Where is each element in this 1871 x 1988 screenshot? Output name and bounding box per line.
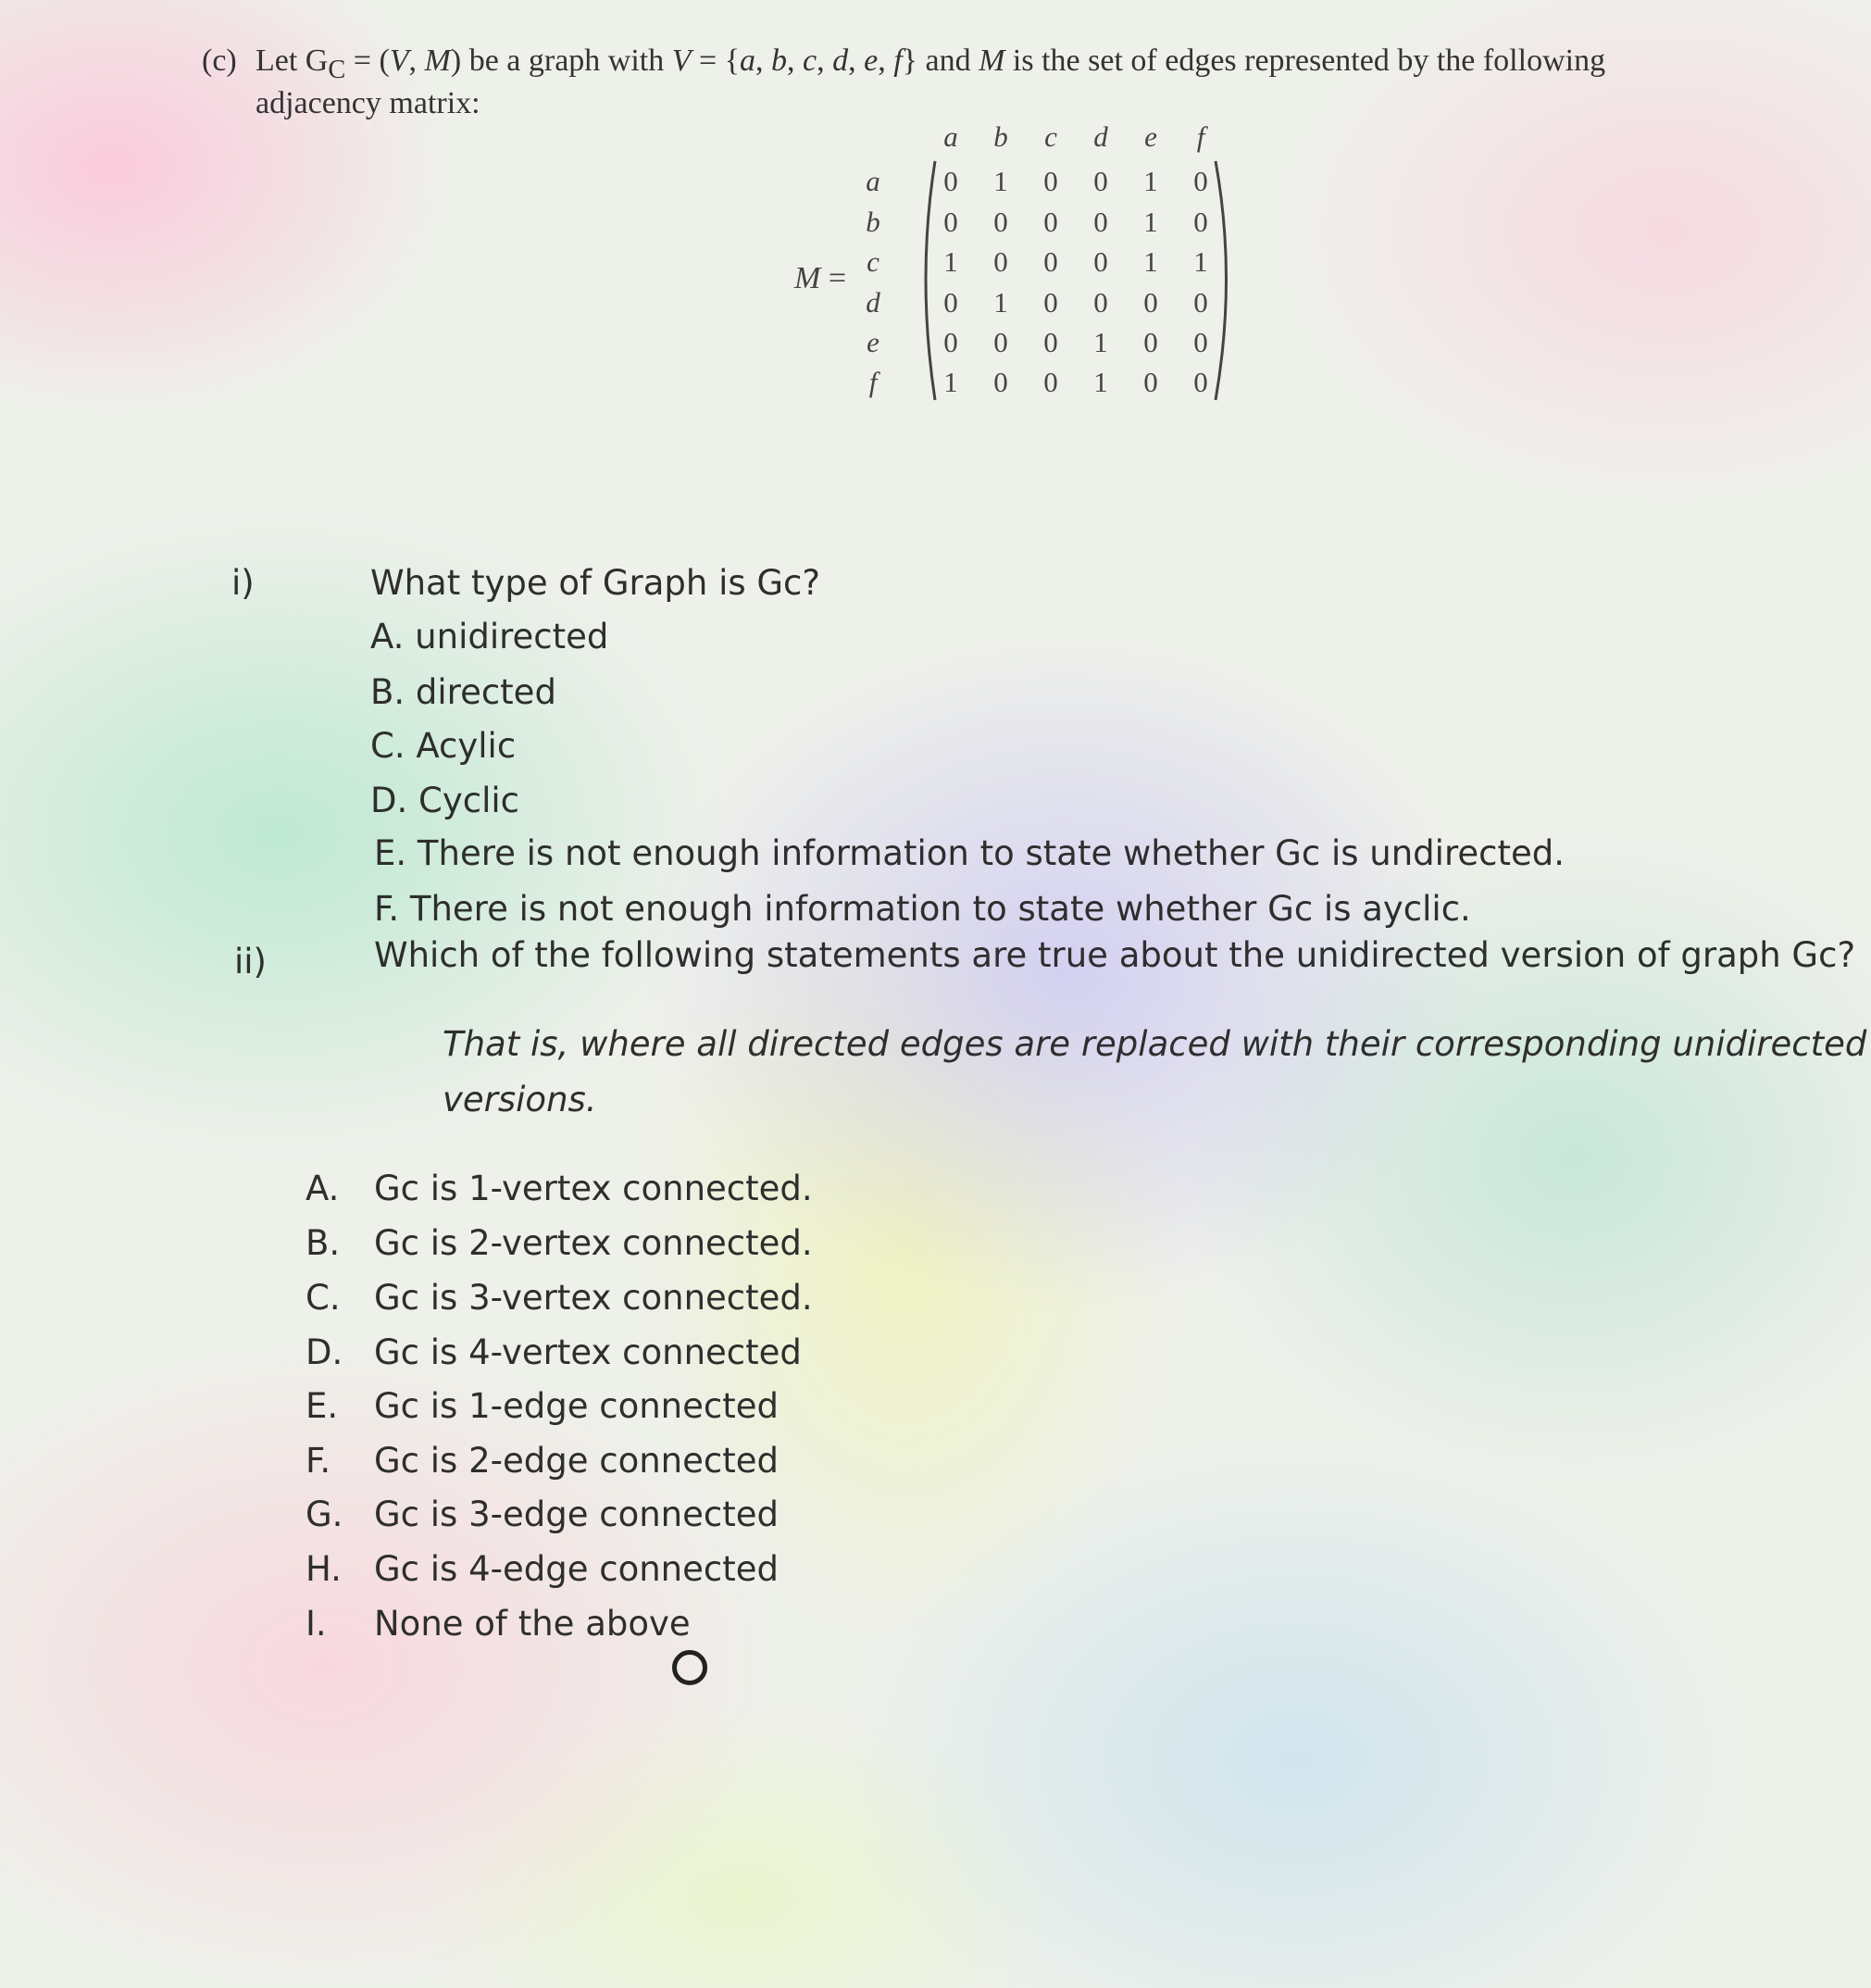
matrix-cell: 1 — [1143, 245, 1158, 278]
q1-option[interactable]: B. directed — [370, 672, 556, 712]
matrix-col-label: b — [993, 120, 1008, 153]
matrix-cell: 0 — [943, 206, 958, 238]
matrix-cell: 1 — [1193, 245, 1208, 278]
q1-text: What type of Graph is Gc? — [370, 563, 821, 603]
matrix-cell: 1 — [943, 245, 958, 278]
q2-text: Which of the following statements are true about the unidirected version of graph Gc? — [374, 935, 1856, 975]
matrix-row-label: a — [866, 165, 880, 197]
matrix-cell: 1 — [993, 286, 1008, 319]
matrix-cell: 0 — [1143, 286, 1158, 319]
matrix-cell: 0 — [1093, 165, 1108, 197]
matrix-cell: 0 — [1193, 366, 1208, 398]
matrix-cell: 1 — [1093, 366, 1108, 398]
q2-option-letter: C. — [306, 1278, 341, 1318]
q2-option-text: Gc is 3-edge connected — [374, 1494, 779, 1534]
q2-option-text: Gc is 4-vertex connected — [374, 1332, 802, 1372]
matrix-col-label: a — [943, 120, 958, 153]
matrix-cell: 0 — [1093, 286, 1108, 319]
q2-note-line-2: versions. — [443, 1080, 597, 1119]
q2-option-letter: H. — [306, 1549, 342, 1589]
matrix-cell: 1 — [1143, 206, 1158, 238]
q2-option-text: Gc is 3-vertex connected. — [374, 1278, 813, 1318]
q1-number: i) — [231, 563, 255, 603]
matrix-cell: 0 — [943, 326, 958, 358]
intro-line-1: Let $G_C = (V$, M) be a graph with V = {a, b, c, d, e, f} and M is the set of edges represented by the following — [256, 44, 1606, 84]
matrix-cell: 0 — [993, 366, 1008, 398]
matrix-cell: 0 — [1193, 206, 1208, 238]
matrix-cell: 0 — [943, 286, 958, 319]
q2-option-letter: E. — [306, 1386, 339, 1426]
matrix-cell: 0 — [1193, 286, 1208, 319]
matrix-cell: 1 — [1093, 326, 1108, 358]
intro-label: (c) — [202, 44, 237, 78]
q2-option-letter: F. — [306, 1441, 331, 1481]
answer-radio-circle[interactable] — [672, 1650, 707, 1685]
matrix-row-label: b — [866, 206, 880, 238]
matrix-cell: 0 — [993, 245, 1008, 278]
matrix-cell: 0 — [993, 326, 1008, 358]
matrix-cell: 0 — [1043, 245, 1058, 278]
matrix-cell: 0 — [1193, 165, 1208, 197]
matrix-name: M = — [794, 261, 847, 295]
matrix-cell: 0 — [1143, 366, 1158, 398]
matrix-cell: 0 — [993, 206, 1008, 238]
matrix-row-label: e — [867, 326, 879, 358]
adjacency-matrix — [0, 0, 1871, 426]
q2-option-letter: I. — [306, 1604, 327, 1644]
q1-option[interactable]: C. Acylic — [370, 726, 517, 766]
matrix-cell: 0 — [1043, 286, 1058, 319]
matrix-col-label: e — [1144, 120, 1157, 153]
matrix-cell: 0 — [1043, 165, 1058, 197]
matrix-cell: 0 — [1043, 366, 1058, 398]
matrix-cell: 0 — [1093, 206, 1108, 238]
q2-option-letter: G. — [306, 1494, 343, 1534]
q2-option-letter: A. — [306, 1169, 340, 1208]
matrix-cell: 0 — [1093, 245, 1108, 278]
matrix-cell: 0 — [943, 165, 958, 197]
q2-option-text: Gc is 2-edge connected — [374, 1441, 779, 1481]
matrix-row-label: f — [868, 366, 878, 398]
q2-option-text: Gc is 4-edge connected — [374, 1549, 779, 1589]
q2-option-text: Gc is 1-edge connected — [374, 1386, 779, 1426]
q2-option-letter: B. — [306, 1223, 341, 1263]
matrix-cell: 1 — [1143, 165, 1158, 197]
matrix-col-label: f — [1196, 120, 1205, 153]
matrix-cell: 0 — [1043, 206, 1058, 238]
q1-option[interactable]: E. There is not enough information to state whether Gc is undirected. — [374, 833, 1565, 873]
intro-line-2: adjacency matrix: — [256, 86, 480, 120]
q1-option[interactable]: F. There is not enough information to state whether Gc is ayclic. — [374, 889, 1471, 929]
q2-option-text: Gc is 1-vertex connected. — [374, 1169, 813, 1208]
matrix-row-label: d — [866, 286, 880, 319]
q1-option[interactable]: A. unidirected — [370, 617, 609, 656]
matrix-row-label: c — [867, 245, 879, 278]
matrix-cell: 0 — [1143, 326, 1158, 358]
matrix-cell: 1 — [993, 165, 1008, 197]
matrix-col-label: c — [1044, 120, 1057, 153]
matrix-cell: 0 — [1193, 326, 1208, 358]
matrix-cell: 1 — [943, 366, 958, 398]
q2-note-line-1: That is, where all directed edges are replaced with their corresponding unidirected — [443, 1024, 1867, 1064]
q2-number: ii) — [234, 942, 267, 981]
matrix-cell: 0 — [1043, 326, 1058, 358]
q2-option-text: Gc is 2-vertex connected. — [374, 1223, 813, 1263]
matrix-col-label: d — [1093, 120, 1108, 153]
q2-option-letter: D. — [306, 1332, 343, 1372]
q1-option[interactable]: D. Cyclic — [370, 781, 519, 820]
q2-option-text: None of the above — [374, 1604, 691, 1644]
